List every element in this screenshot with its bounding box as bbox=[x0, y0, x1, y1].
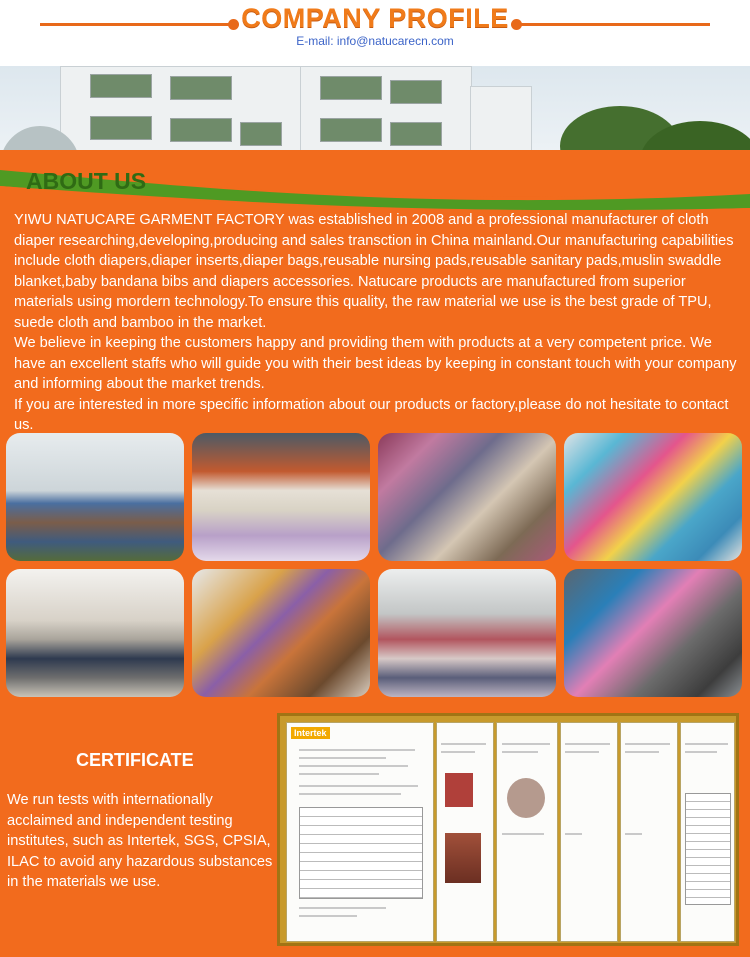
about-paragraph: If you are interested in more specific information about our products or factory,please do not hesitate to contact us. bbox=[14, 396, 729, 433]
certificate-frame bbox=[277, 713, 739, 946]
certificate-text: We run tests with internationally acclaimed and independent testing institutes, such as Intertek, SGS, CPSIA, ILAC to avoid any hazardous substances in the materials we use. bbox=[7, 792, 273, 890]
test-report-page-table bbox=[680, 722, 735, 942]
sewing-machine-worker-photo bbox=[192, 569, 370, 697]
contact-email: E-mail: info@natucarecn.com bbox=[296, 34, 454, 48]
about-us-heading: ABOUT US bbox=[26, 168, 147, 194]
colorful-fabric-rolls-photo bbox=[564, 433, 742, 561]
test-report-page-sample bbox=[496, 722, 558, 942]
about-paragraph: YIWU NATUCARE GARMENT FACTORY was established in 2008 and a professional manufacturer of cloth diaper researching,developing,producing and sales transction in China mainland.Our manufacturing capabilities include cloth diapers,diaper inserts,diaper bags,reusable nursing pads,reusable sanitary pads,muslin swaddle blanket,baby bandana bibs and diapers accessories. Natucare products are manufactured from superior materials using mordern technology.To ensure this quality, the raw material we use is the best grade of TPU, suede cloth and bamboo in the market. bbox=[14, 212, 734, 331]
certificate-heading: CERTIFICATE bbox=[76, 750, 194, 770]
page-header bbox=[0, 0, 750, 66]
intertek-report-document bbox=[286, 722, 434, 942]
packing-worker-photo bbox=[564, 569, 742, 697]
test-report-page-results bbox=[620, 722, 678, 942]
intertek-logo: Intertek bbox=[291, 727, 330, 739]
page-title: COMPANY PROFILE bbox=[241, 3, 509, 33]
fabric-rolls-warehouse-photo bbox=[6, 433, 184, 561]
fabric-shelves-photo bbox=[378, 433, 556, 561]
test-report-page-photo bbox=[436, 722, 494, 942]
sewing-workshop-photo bbox=[378, 569, 556, 697]
test-report-page-blank bbox=[560, 722, 618, 942]
about-us-text bbox=[14, 210, 740, 436]
about-paragraph: We believe in keeping the customers happy and providing them with products at a very competent price. We have an excellent staffs who will guide you with their best ideas by keeping in constant touch with your company and informing about the market trends. bbox=[14, 335, 737, 392]
fabric-inspection-workers-photo bbox=[6, 569, 184, 697]
printed-fabric-cutting-photo bbox=[192, 433, 370, 561]
